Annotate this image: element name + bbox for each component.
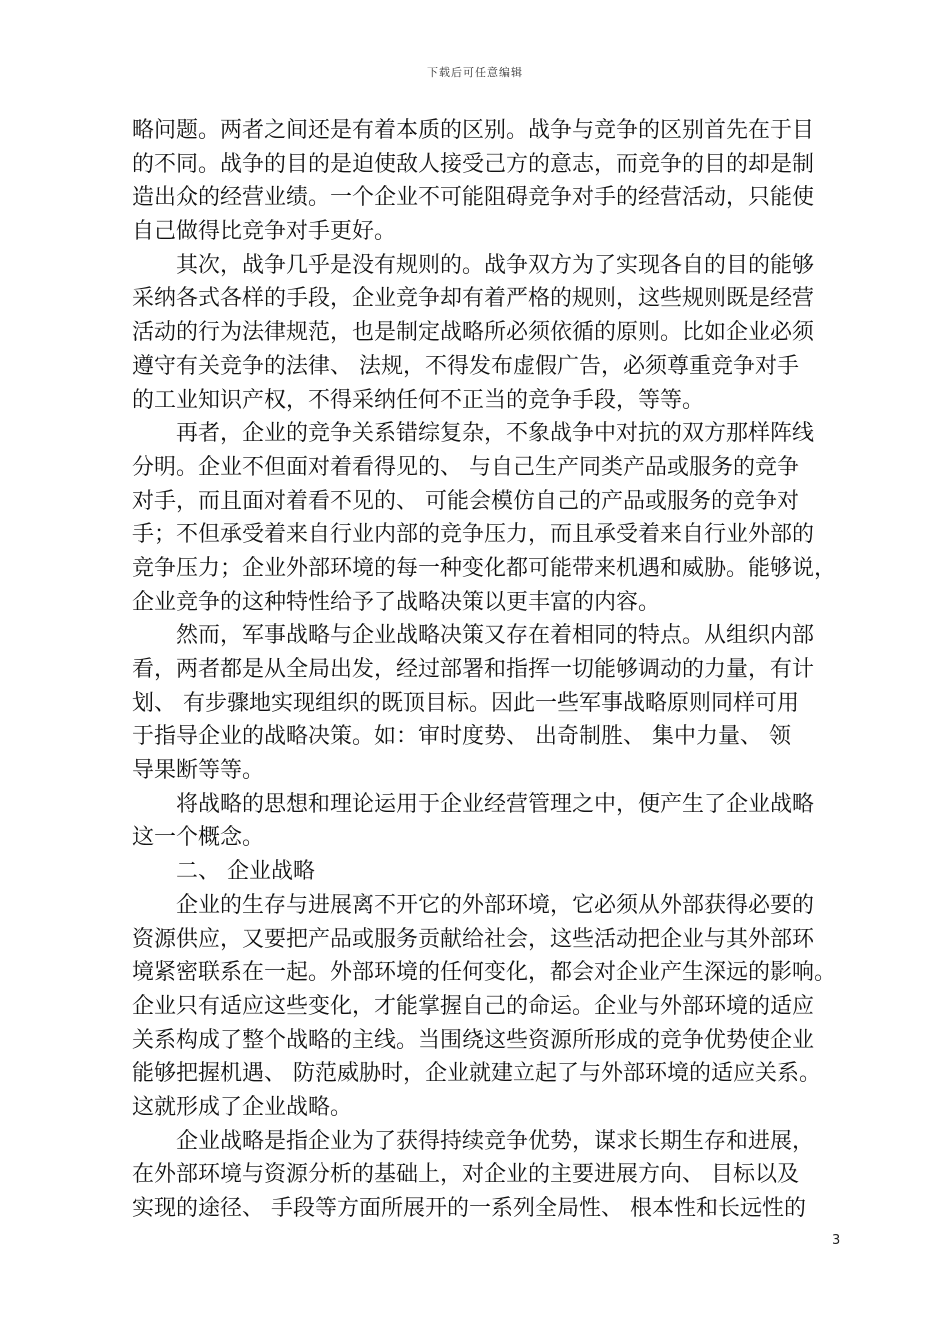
text-line: 再者，企业的竞争关系错综复杂，不象战争中对抗的双方那样阵线 [132, 421, 815, 447]
text-line: 资源供应，又要把产品或服务贡献给社会，这些活动把企业与其外部环 [132, 926, 815, 952]
text-line: 这一个概念。 [132, 825, 265, 851]
text-line: 划、 有步骤地实现组织的既顶目标。因此一些军事战略原则同样可用 [132, 690, 799, 716]
text-line: 二、 企业战略 [132, 859, 315, 885]
text-line: 在外部环境与资源分析的基础上，对企业的主要进展方向、 目标以及 [132, 1162, 799, 1188]
text-line: 导果断等等。 [132, 758, 265, 784]
document-body [132, 114, 854, 1226]
page-number: 3 [832, 1233, 841, 1248]
text-line: 略问题。两者之间还是有着本质的区别。战争与竞争的区别首先在于目 [132, 118, 815, 143]
text-line: 的工业知识产权，不得采纳任何不正当的竞争手段，等等。 [132, 387, 705, 413]
text-line: 企业只有适应这些变化，才能掌握自己的命运。企业与外部环境的适应 [132, 993, 815, 1019]
text-line: 企业战略是指企业为了获得持续竞争优势，谋求长期生存和进展， [132, 1128, 815, 1154]
text-line: 关系构成了整个战略的主线。当围绕这些资源所形成的竞争优势使企业 [132, 1027, 815, 1053]
text-line: 然而，军事战略与企业战略决策又存在着相同的特点。从组织内部 [132, 623, 815, 649]
text-line: 手；不但承受着来自行业内部的竞争压力，而且承受着来自行业外部的 [132, 522, 815, 548]
text-line: 其次，战争几乎是没有规则的。战争双方为了实现各自的目的能够 [132, 252, 815, 278]
text-line: 的不同。战争的目的是迫使敌人接受己方的意志，而竞争的目的却是制 [132, 151, 815, 177]
text-line: 造出众的经营业绩。一个企业不可能阻碍竞争对手的经营活动，只能使 [132, 185, 815, 211]
text-line: 企业竞争的这种特性给予了战略决策以更丰富的内容。 [132, 589, 661, 615]
text-line: 分明。企业不但面对着看得见的、 与自己生产同类产品或服务的竞争 [132, 454, 799, 480]
text-line: 境紧密联系在一起。外部环境的任何变化，都会对企业产生深远的影响。 [132, 960, 837, 986]
text-line: 将战略的思想和理论运用于企业经营管理之中，便产生了企业战略 [132, 791, 815, 817]
text-line: 看，两者都是从全局出发，经过部署和指挥一切能够调动的力量，有计 [132, 657, 815, 682]
text-line: 实现的途径、 手段等方面所展开的一系列全局性、 根本性和长远性的 [132, 1196, 806, 1221]
text-line: 采纳各式各样的手段，企业竞争却有着严格的规则，这些规则既是经营 [132, 286, 815, 312]
text-line: 对手，而且面对着看不见的、 可能会模仿自己的产品或服务的竞争对 [132, 488, 799, 514]
text-line: 这就形成了企业战略。 [132, 1094, 353, 1120]
text-line: 遵守有关竞争的法律、 法规，不得发布虚假广告，必须尊重竞争对手 [132, 353, 799, 379]
text-line: 竞争压力；企业外部环境的每一种变化都可能带来机遇和威胁。能够说， [132, 555, 837, 581]
text-line: 企业的生存与进展离不开它的外部环境，它必须从外部获得必要的 [132, 892, 815, 918]
text-line: 活动的行为法律规范，也是制定战略所必须依循的原则。比如企业必须 [132, 320, 815, 346]
header-note: 下载后可任意编辑 [427, 66, 523, 79]
text-line: 能够把握机遇、 防范威胁时，企业就建立起了与外部环境的适应关系。 [132, 1061, 821, 1087]
text-line: 于指导企业的战略决策。如：审时度势、 出奇制胜、 集中力量、 领 [132, 724, 791, 750]
text-line: 自己做得比竞争对手更好。 [132, 219, 397, 245]
